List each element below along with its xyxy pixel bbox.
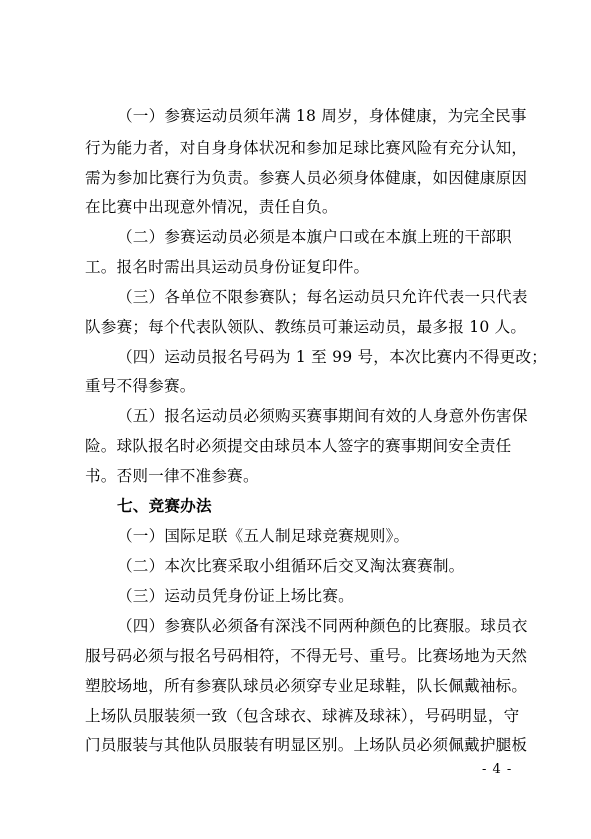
paragraph-line: 上场队员服装须一致（包含球衣、球裤及球袜），号码明显，守	[85, 707, 520, 725]
paragraph-line: （三）运动员凭身份证上场比赛。	[117, 587, 354, 605]
paragraph-line: 重号不得参赛。	[85, 377, 196, 395]
paragraph-line: （一）国际足联《五人制足球竞赛规则》。	[117, 527, 410, 545]
page-number: - 4 -	[482, 762, 513, 777]
paragraph-line: （一）参赛运动员须年满 18 周岁，身体健康，为完全民事	[117, 107, 527, 125]
paragraph-line: 塑胶场地，所有参赛队球员必须穿专业足球鞋，队长佩戴袖标。	[85, 677, 528, 695]
paragraph-line: 在比赛中出现意外情况，责任自负。	[85, 198, 338, 216]
paragraph-line: （五）报名运动员必须购买赛事期间有效的人身意外伤害保	[117, 407, 528, 425]
section-heading: 七、竞赛办法	[117, 496, 212, 515]
paragraph-line: 队参赛；每个代表队领队、教练员可兼运动员，最多报 10 人。	[85, 318, 527, 336]
paragraph-line: 工。报名时需出具运动员身份证复印件。	[85, 258, 370, 276]
paragraph-line: 门员服装与其他队员服装有明显区别。上场队员必须佩戴护腿板	[85, 736, 528, 754]
paragraph-line: （四）运动员报名号码为 1 至 99 号，本次比赛内不得更改；	[117, 348, 548, 366]
paragraph-line: 需为参加比赛行为负责。参赛人员必须身体健康，如因健康原因	[85, 169, 528, 187]
paragraph-line: 行为能力者，对自身身体状况和参加足球比赛风险有充分认知，	[85, 139, 528, 157]
paragraph-line: （二）本次比赛采取小组循环后交叉淘汰赛赛制。	[117, 557, 465, 575]
paragraph-line: （二）参赛运动员必须是本旗户口或在本旗上班的干部职	[117, 228, 512, 246]
paragraph-line: （四）参赛队必须备有深浅不同两种颜色的比赛服。球员衣	[117, 617, 528, 635]
paragraph-line: （三）各单位不限参赛队；每名运动员只允许代表一只代表	[117, 288, 528, 306]
paragraph-line: 服号码必须与报名号码相符，不得无号、重号。比赛场地为天然	[85, 647, 528, 665]
paragraph-line: 书。否则一律不准参赛。	[85, 467, 259, 485]
paragraph-line: 险。球队报名时必须提交由球员本人签字的赛事期间安全责任	[85, 437, 512, 455]
